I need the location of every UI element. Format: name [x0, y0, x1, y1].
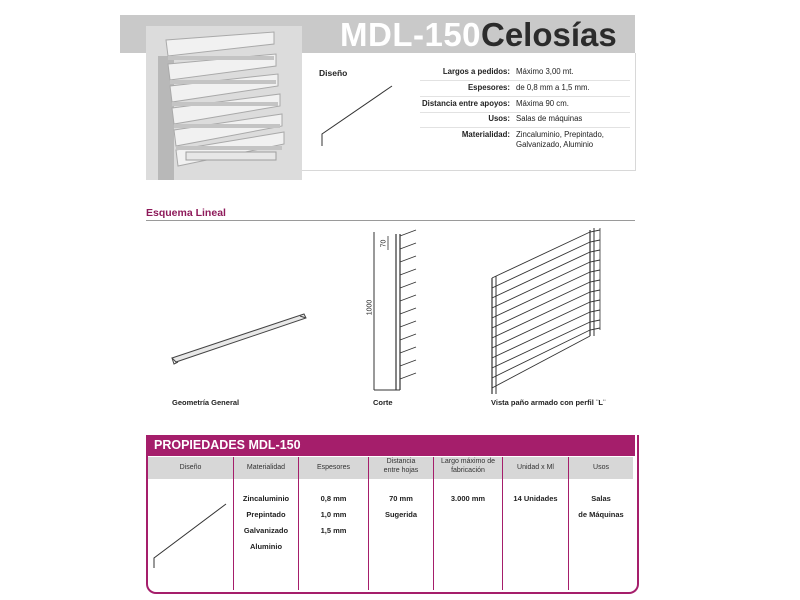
cell-espesor-1: 0,8 mm: [320, 494, 347, 503]
cell-espesor-2: 1,0 mm: [320, 510, 347, 519]
cell-materialidad-2: Prepintado: [246, 510, 286, 519]
assembled-panel-drawing: [488, 226, 608, 398]
spec-row-distancia: [420, 99, 630, 113]
section-title-esquema: Esquema Lineal: [146, 207, 226, 219]
column-divider: [433, 457, 434, 590]
caption-corte: Corte: [373, 398, 393, 407]
spec-key: Materialidad:: [461, 130, 510, 139]
cell-materialidad-4: Aluminio: [249, 542, 283, 551]
louver-photo-illustration: [146, 26, 302, 180]
spec-key: Distancia entre apoyos:: [422, 99, 510, 108]
column-header-diseno: Diseño: [179, 464, 202, 471]
column-header-espesores: Espesores: [316, 464, 351, 471]
spec-value: Zincaluminio, Prepintado, Galvanizado, Aluminio: [516, 130, 604, 149]
spec-key: Espesores:: [467, 83, 510, 92]
dimension-1000: 1000: [366, 299, 374, 316]
column-header-usos: Usos: [593, 464, 609, 471]
cell-materialidad-1: Zincaluminio: [242, 494, 290, 503]
spec-key: Largos a pedidos:: [442, 67, 510, 76]
cell-largo: 3.000 mm: [450, 494, 486, 503]
spec-value: Máxima 90 cm.: [516, 99, 569, 108]
cell-usos-1: Salas: [591, 494, 611, 503]
cell-distancia-note: Sugerida: [384, 510, 418, 519]
cell-unidad: 14 Unidades: [513, 494, 558, 503]
spec-row-materialidad: [420, 130, 630, 152]
spec-value: de 0,8 mm a 1,5 mm.: [516, 83, 590, 92]
spec-value: Máximo 3,00 mt.: [516, 67, 574, 76]
section-divider: [146, 220, 635, 221]
caption-geometria: Geometría General: [172, 398, 240, 407]
cell-usos-2: de Máquinas: [578, 510, 624, 519]
column-header-distancia: Distancia entre hojas: [383, 458, 419, 474]
column-divider: [568, 457, 569, 590]
dimension-70: 70: [380, 239, 388, 248]
spec-row-largos: [420, 67, 630, 81]
column-header-unidad: Unidad x Ml: [517, 464, 554, 471]
spec-value: Salas de máquinas: [516, 114, 583, 123]
spec-row-espesores: [420, 83, 630, 97]
product-name: Celosías: [481, 16, 617, 53]
diseno-label: Diseño: [319, 68, 348, 78]
properties-title: PROPIEDADES MDL-150: [154, 438, 301, 452]
column-header-materialidad: Materialidad: [246, 464, 286, 471]
column-divider: [368, 457, 369, 590]
spec-key: Usos:: [488, 114, 510, 123]
cell-espesor-3: 1,5 mm: [320, 526, 347, 535]
column-divider: [502, 457, 503, 590]
cell-materialidad-3: Galvanizado: [243, 526, 289, 535]
profile-diagram-small: [318, 82, 398, 150]
column-header-largo: Largo máximo de fabricación: [440, 458, 496, 474]
cell-distancia-value: 70 mm: [389, 494, 413, 503]
caption-vista-panel: Vista paño armado con perfil ¨L¨: [491, 398, 606, 407]
product-code: MDL-150: [340, 16, 482, 53]
geometry-drawing: [168, 310, 310, 366]
product-photo: [146, 26, 302, 180]
profile-diagram-table: [150, 500, 230, 572]
spec-row-usos: [420, 114, 630, 128]
